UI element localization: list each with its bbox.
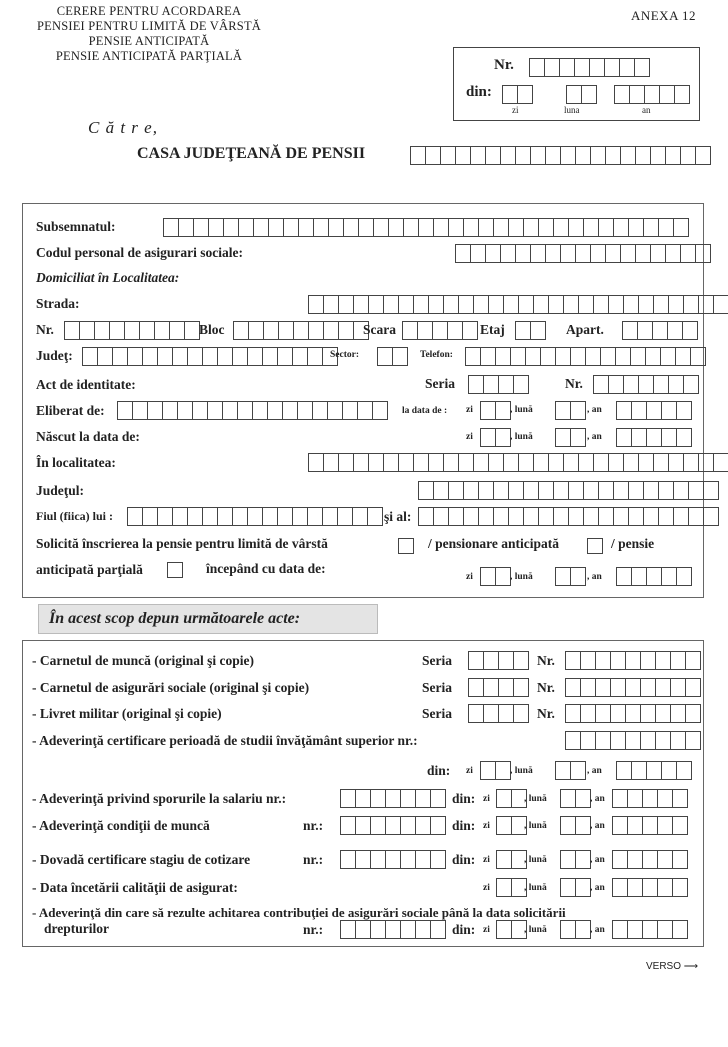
conditii-nr-field[interactable] [340,816,445,835]
sporuri-day-field[interactable] [496,789,526,808]
carnet-munca-seria-field[interactable] [468,651,528,670]
conditii-nr-label: nr.: [303,818,324,833]
solicita-label: Solicită înscrierea la pensie pentru limită de vârstă [36,536,328,551]
eliberat-luna-label: , lună [510,405,533,415]
incetare-label: - Data încetării calităţii de asigurat: [32,880,238,895]
nascut-luna-label: , lună [510,432,533,442]
incetare-luna-label: , lună [524,883,547,893]
studii-day-field[interactable] [480,761,510,780]
incepand-day-field[interactable] [480,567,510,586]
nascut-label: Născut la data de: [36,429,140,444]
studii-year-field[interactable] [616,761,691,780]
catre-label: C ă t r e, [88,118,158,137]
incetare-year-field[interactable] [612,878,687,897]
act-nr-field[interactable] [593,375,698,394]
studii-an-label: , an [587,766,602,776]
scara-field[interactable] [402,321,477,340]
stagiu-nr-label: nr.: [303,852,324,867]
carnet-munca-seria-label: Seria [422,653,452,668]
sporuri-zi-label: zi [483,794,490,804]
nr-field[interactable] [64,321,199,340]
conditii-year-field[interactable] [612,816,687,835]
title-line-2: PENSIEI PENTRU LIMITĂ DE VÂRSTĂ [36,19,262,33]
eliberat-an-label: , an [587,405,602,415]
conditii-month-field[interactable] [560,816,590,835]
nascut-day-field[interactable] [480,428,510,447]
sporuri-luna-label: , lună [524,794,547,804]
livret-seria-label: Seria [422,706,452,721]
studii-label: - Adeverinţă certificare perioadă de studii învăţământ superior nr.: [32,733,418,748]
contributie-nr-label: nr.: [303,922,324,937]
conditii-luna-label: , lună [524,821,547,831]
stagiu-an-label: , an [590,855,605,865]
casa-field[interactable] [410,146,710,165]
reg-an-label: an [642,105,651,115]
conditii-din-label: din: [452,818,476,833]
nascut-an-label: , an [587,432,602,442]
livret-label: - Livret militar (original şi copie) [32,706,222,721]
arrow-right-icon: ⟶ [683,961,699,972]
conditii-zi-label: zi [483,821,490,831]
contributie-year-field[interactable] [612,920,687,939]
sporuri-nr-field[interactable] [340,789,445,808]
conditii-an-label: , an [590,821,605,831]
strada-label: Strada: [36,296,80,311]
stagiu-day-field[interactable] [496,850,526,869]
sporuri-an-label: , an [590,794,605,804]
carnet-asig-seria-field[interactable] [468,678,528,697]
judetul-label: Judeţul: [36,483,85,498]
contributie-label: - Adeverinţă din care să rezulte achitarea contribuţiei de asigurări sociale până la data solicitării [32,905,566,920]
casa-label: CASA JUDEŢEANĂ DE PENSII [137,145,366,162]
localitatea-label: În localitatea: [36,455,116,470]
apart-label: Apart. [566,322,604,337]
stagiu-nr-field[interactable] [340,850,445,869]
sporuri-month-field[interactable] [560,789,590,808]
eliberat-zi-label: zi [466,405,473,415]
reg-din-label: din: [466,84,492,100]
anticipata-partiala-checkbox[interactable] [167,562,183,578]
eliberat-year-field[interactable] [616,401,691,420]
conditii-label: - Adeverinţă condiţii de muncă [32,818,210,833]
scop-banner: În acest scop depun următoarele acte: [38,604,378,634]
carnet-munca-nr-label: Nr. [537,653,555,668]
sector-field[interactable] [377,347,407,366]
apart-field[interactable] [622,321,697,340]
nascut-month-field[interactable] [555,428,585,447]
act-nr-label: Nr. [565,376,583,391]
carnet-asig-seria-label: Seria [422,680,452,695]
carnet-munca-label: - Carnetul de muncă (original şi copie) [32,653,254,668]
anexa-label: ANEXA 12 [630,8,696,23]
incepand-year-field[interactable] [616,567,691,586]
sector-label: Sector: [330,350,360,360]
incetare-zi-label: zi [483,883,490,893]
livret-nr-label: Nr. [537,706,555,721]
contributie-zi-label: zi [483,925,490,935]
la-data-label: la data de : [402,406,448,416]
telefon-field[interactable] [465,347,705,366]
incetare-day-field[interactable] [496,878,526,897]
stagiu-label: - Dovadă certificare stagiu de cotizare [32,852,251,867]
limita-varsta-checkbox[interactable] [398,538,414,554]
nascut-year-field[interactable] [616,428,691,447]
subsemnatul-field[interactable] [163,218,688,237]
title-line-4: PENSIE ANTICIPATĂ PARŢIALĂ [55,49,243,63]
scara-label: Scara [363,322,396,337]
studii-din-label: din: [427,763,451,778]
judet-field[interactable] [82,347,337,366]
reg-month-field[interactable] [566,85,596,104]
verso-text: VERSO [646,961,682,972]
sporuri-din-label: din: [452,791,476,806]
localitatea-field[interactable] [308,453,728,472]
stagiu-year-field[interactable] [612,850,687,869]
carnet-asig-label: - Carnetul de asigurări sociale (original şi copie) [32,680,310,695]
act-seria-field[interactable] [468,375,528,394]
si-al-label: şi al: [384,509,412,524]
cod-field[interactable] [455,244,710,263]
fiul-label: Fiul (fiica) lui : [36,509,113,523]
incetare-an-label: , an [590,883,605,893]
etaj-label: Etaj [480,322,505,337]
reg-nr-label: Nr. [494,57,514,73]
carnet-asig-nr-field[interactable] [565,678,700,697]
telefon-label: Telefon: [420,350,453,360]
livret-nr-field[interactable] [565,704,700,723]
bloc-field[interactable] [233,321,368,340]
si-al-field[interactable] [418,507,718,526]
registration-box [453,47,700,121]
studii-zi-label: zi [466,766,473,776]
drepturilor-label: drepturilor [44,921,109,936]
eliberat-day-field[interactable] [480,401,510,420]
reg-zi-label: zi [512,105,519,115]
incepand-month-field[interactable] [555,567,585,586]
sporuri-label: - Adeverinţă privind sporurile la salariu nr.: [32,791,287,806]
incetare-month-field[interactable] [560,878,590,897]
studii-luna-label: , lună [510,766,533,776]
carnet-asig-nr-label: Nr. [537,680,555,695]
conditii-day-field[interactable] [496,816,526,835]
pensionare-anticipata-label: / pensionare anticipată [428,536,560,551]
reg-day-field[interactable] [502,85,532,104]
stagiu-din-label: din: [452,852,476,867]
nascut-zi-label: zi [466,432,473,442]
domiciliat-label: Domiciliat în Localitatea: [36,270,180,285]
incepand-zi-label: zi [466,572,473,582]
eliberat-label: Eliberat de: [36,403,105,418]
studii-month-field[interactable] [555,761,585,780]
strada-field[interactable] [308,295,728,314]
contributie-month-field[interactable] [560,920,590,939]
stagiu-month-field[interactable] [560,850,590,869]
reg-luna-label: luna [564,105,580,115]
partiala-label: anticipată parţială [36,562,143,577]
contributie-nr-field[interactable] [340,920,445,939]
incepand-luna-label: , lună [510,572,533,582]
carnet-munca-nr-field[interactable] [565,651,700,670]
incepand-an-label: , an [587,572,602,582]
contributie-an-label: , an [590,925,605,935]
fiul-field[interactable] [127,507,382,526]
form-title [14,4,284,64]
pensionare-anticipata-checkbox[interactable] [587,538,603,554]
subsemnatul-label: Subsemnatul: [36,219,116,234]
etaj-field[interactable] [515,321,545,340]
contributie-day-field[interactable] [496,920,526,939]
act-seria-label: Seria [425,376,455,391]
contributie-luna-label: , lună [524,925,547,935]
eliberat-field[interactable] [117,401,387,420]
stagiu-zi-label: zi [483,855,490,865]
contributie-din-label: din: [452,922,476,937]
judetul-field[interactable] [418,481,718,500]
act-identitate-label: Act de identitate: [36,377,136,392]
nr-label: Nr. [36,322,54,337]
livret-seria-field[interactable] [468,704,528,723]
reg-nr-field[interactable] [529,58,649,77]
stagiu-luna-label: , lună [524,855,547,865]
title-line-1: CERERE PENTRU ACORDAREA [56,4,242,18]
title-line-3: PENSIE ANTICIPATĂ [88,34,210,48]
reg-year-field[interactable] [614,85,689,104]
eliberat-month-field[interactable] [555,401,585,420]
sporuri-year-field[interactable] [612,789,687,808]
bloc-label: Bloc [199,322,225,337]
cod-label: Codul personal de asigurari sociale: [36,245,244,260]
verso-label [646,961,698,972]
studii-nr-field[interactable] [565,731,700,750]
judet-label: Judeţ: [36,348,73,363]
pensie-label: / pensie [611,536,655,551]
incepand-label: începând cu data de: [206,561,326,576]
